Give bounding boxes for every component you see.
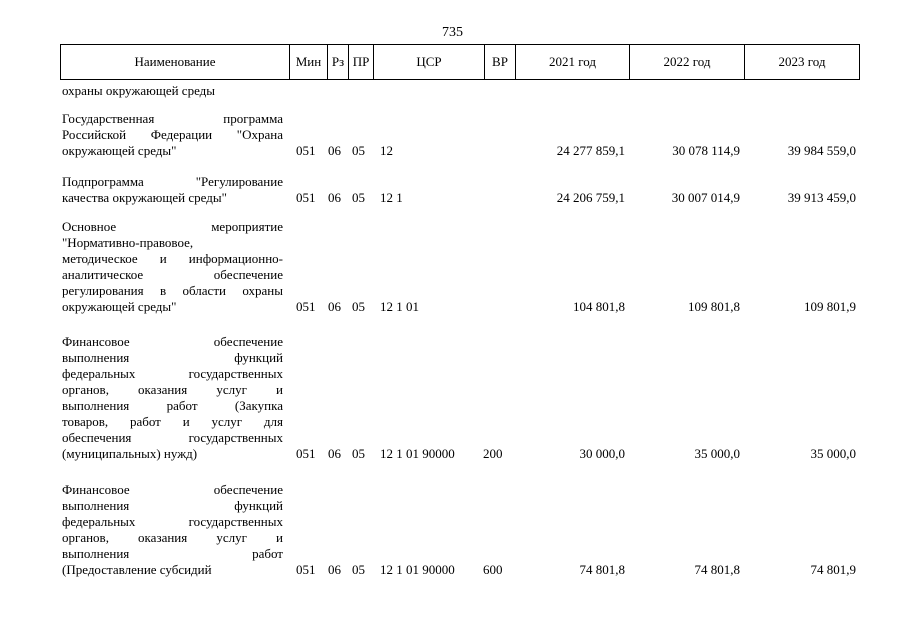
- row-y2022: 35 000,0: [694, 446, 740, 461]
- header-rz: Рз: [328, 45, 349, 79]
- row-name-line: федеральных государственных: [62, 514, 283, 529]
- row-min: 051: [296, 299, 316, 314]
- row-name-line: (Предоставление субсидий: [62, 562, 212, 577]
- row-csr: 12 1 01 90000: [380, 446, 455, 461]
- row-name-line: Государственная программа: [62, 111, 283, 126]
- row-rz: 06: [328, 446, 341, 461]
- row-name-line: "Нормативно-правовое,: [62, 235, 194, 250]
- header-name: Наименование: [61, 45, 290, 79]
- row-name-line: обеспечения государственных: [62, 430, 283, 445]
- header-csr: ЦСР: [374, 45, 485, 79]
- row-name-line: Подпрограмма "Регулирование: [62, 174, 283, 189]
- row-name-line: выполнения работ (Закупка: [62, 398, 283, 413]
- header-2021: 2021 год: [516, 45, 630, 79]
- row-name-line: (муниципальных) нужд): [62, 446, 198, 461]
- row-y2023: 35 000,0: [810, 446, 856, 461]
- row-min: 051: [296, 190, 316, 205]
- row-y2021: 30 000,0: [579, 446, 625, 461]
- row-csr: 12: [380, 143, 393, 158]
- row-min: 051: [296, 562, 316, 577]
- row-name-line: методическое и информационно-: [62, 251, 283, 266]
- row-pr: 05: [352, 446, 365, 461]
- row-csr: 12 1 01 90000: [380, 562, 455, 577]
- row-name-line: окружающей среды": [62, 143, 177, 158]
- page-number: 735: [442, 25, 463, 40]
- row-pr: 05: [352, 143, 365, 158]
- row-name-line: выполнения функций: [62, 498, 283, 513]
- row-name-line: окружающей среды": [62, 299, 177, 314]
- row-rz: 06: [328, 299, 341, 314]
- row-name-line: Финансовое обеспечение: [62, 482, 283, 497]
- row-name-line: товаров, работ и услуг для: [62, 414, 283, 429]
- row-y2023: 109 801,9: [804, 299, 856, 314]
- row-rz: 06: [328, 562, 341, 577]
- row-pr: 05: [352, 299, 365, 314]
- row-name-line: регулирования в области охраны: [62, 283, 283, 298]
- row-rz: 06: [328, 143, 341, 158]
- row-y2021: 24 277 859,1: [556, 143, 625, 158]
- row-min: 051: [296, 143, 316, 158]
- row-min: 051: [296, 446, 316, 461]
- row-y2023: 39 913 459,0: [787, 190, 856, 205]
- row-name-line: Российской Федерации "Охрана: [62, 127, 283, 142]
- row-csr: 12 1 01: [380, 299, 419, 314]
- header-min: Мин: [290, 45, 328, 79]
- table-header: [60, 44, 860, 80]
- row-vr: 600: [483, 562, 503, 577]
- continuation-text: охраны окружающей среды: [62, 83, 216, 98]
- row-y2022: 30 007 014,9: [671, 190, 740, 205]
- row-name-line: органов, оказания услуг и: [62, 382, 283, 397]
- row-y2022: 109 801,8: [688, 299, 740, 314]
- row-pr: 05: [352, 562, 365, 577]
- row-y2022: 74 801,8: [694, 562, 740, 577]
- row-y2022: 30 078 114,9: [672, 143, 740, 158]
- header-pr: ПР: [349, 45, 374, 79]
- header-vr: ВР: [485, 45, 516, 79]
- row-y2023: 74 801,9: [810, 562, 856, 577]
- header-2023: 2023 год: [778, 54, 826, 69]
- row-rz: 06: [328, 190, 341, 205]
- row-csr: 12 1: [380, 190, 403, 205]
- row-name-line: Основное мероприятие: [62, 219, 283, 234]
- row-y2021: 74 801,8: [579, 562, 625, 577]
- row-y2023: 39 984 559,0: [787, 143, 856, 158]
- header-2022: 2022 год: [630, 45, 745, 79]
- row-name-line: органов, оказания услуг и: [62, 530, 283, 545]
- row-name-line: качества окружающей среды": [62, 190, 227, 205]
- row-y2021: 24 206 759,1: [556, 190, 625, 205]
- row-vr: 200: [483, 446, 503, 461]
- row-name-line: выполнения работ: [62, 546, 283, 561]
- row-name-line: аналитическое обеспечение: [62, 267, 283, 282]
- row-name-line: Финансовое обеспечение: [62, 334, 283, 349]
- row-name-line: федеральных государственных: [62, 366, 283, 381]
- row-pr: 05: [352, 190, 365, 205]
- row-y2021: 104 801,8: [573, 299, 625, 314]
- row-name-line: выполнения функций: [62, 350, 283, 365]
